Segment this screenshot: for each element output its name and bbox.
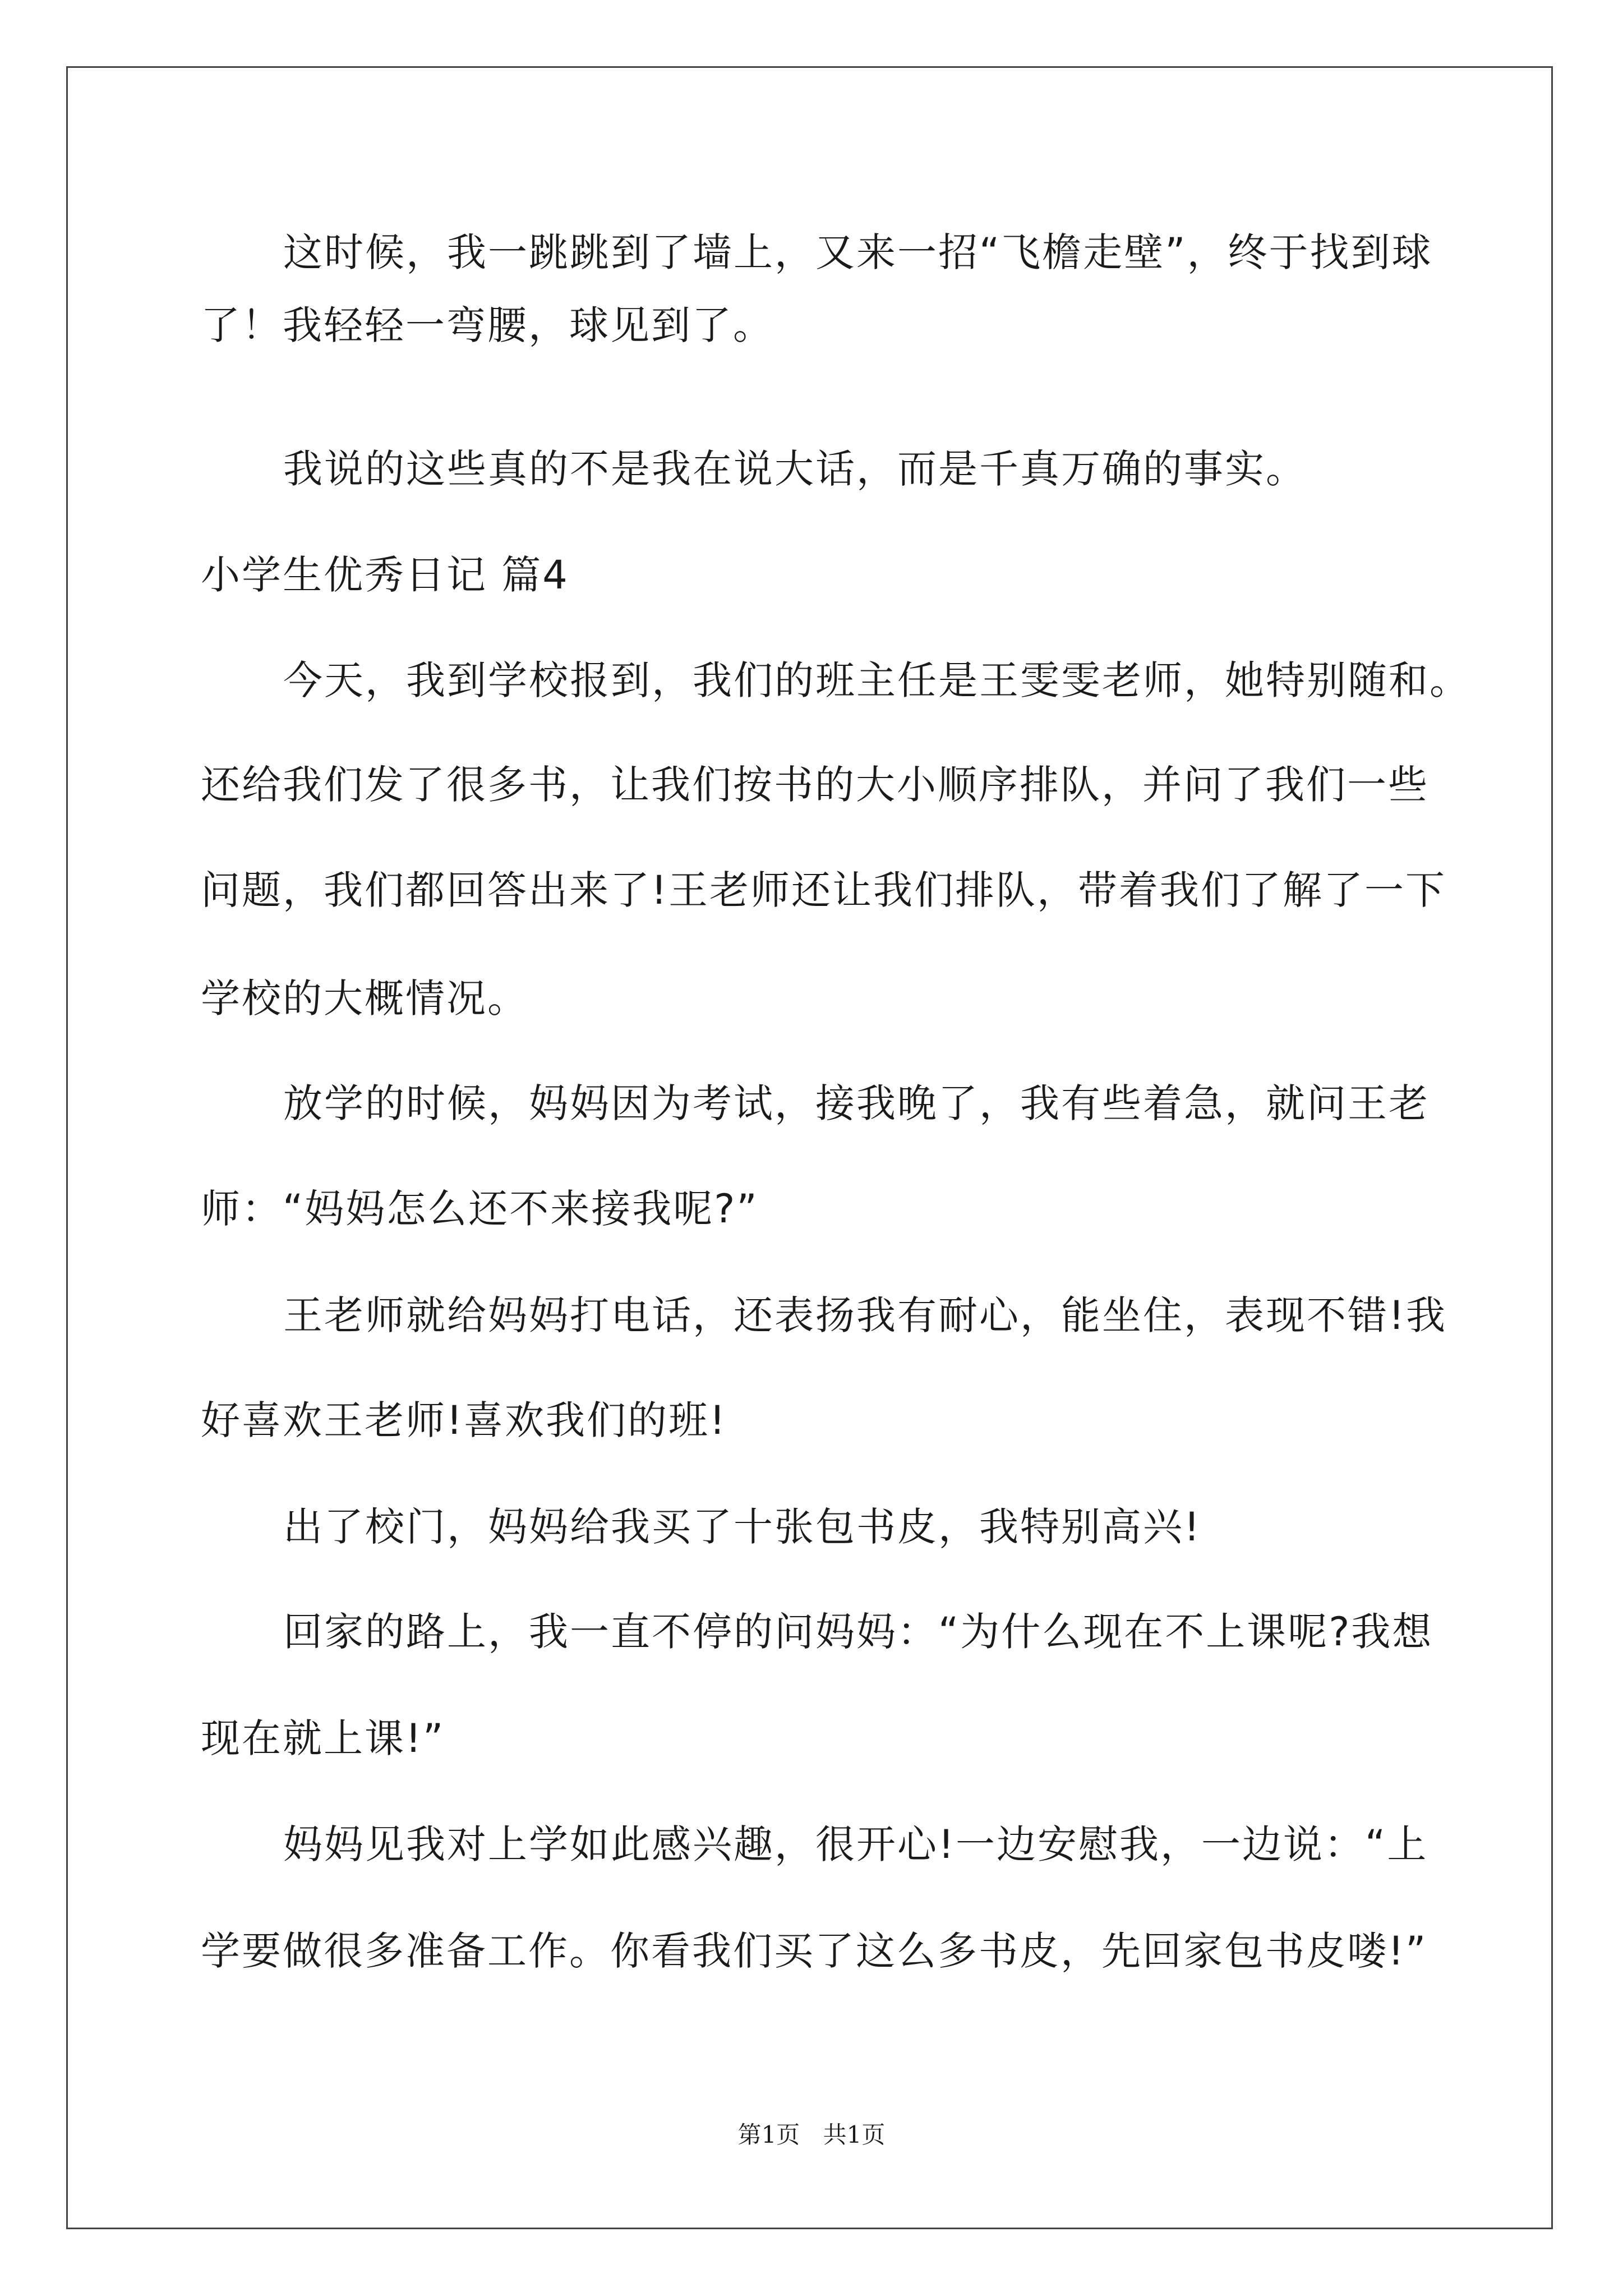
- page-footer: [0, 2116, 1623, 2150]
- paragraph-line: 学校的大概情况。: [201, 976, 528, 1022]
- paragraph-line: 现在就上课!”: [201, 1715, 445, 1761]
- paragraph-line: 出了校门，妈妈给我买了十张包书皮，我特别高兴!: [283, 1504, 1202, 1550]
- paragraph-line: 师：“妈妈怎么还不来接我呢?”: [201, 1186, 759, 1232]
- paragraph-line: 学要做很多准备工作。你看我们买了这么多书皮，先回家包书皮喽!”: [201, 1928, 1428, 1974]
- paragraph-line: 好喜欢王老师!喜欢我们的班!: [201, 1397, 727, 1443]
- paragraph-line: 放学的时候，妈妈因为考试，接我晚了，我有些着急，就问王老: [283, 1080, 1430, 1126]
- paragraph-line: 还给我们发了很多书，让我们按书的大小顺序排队，并问了我们一些: [201, 762, 1429, 808]
- paragraph-line: 回家的路上，我一直不停的问妈妈：“为什么现在不上课呢?我想: [283, 1609, 1433, 1655]
- page-number: 第1页: [737, 2121, 800, 2148]
- page-border: [66, 66, 1553, 2229]
- paragraph-line: 妈妈见我对上学如此感兴趣，很开心!一边安慰我，一边说：“上: [283, 1821, 1428, 1867]
- page-total: 共1页: [823, 2121, 886, 2148]
- paragraph-line: 王老师就给妈妈打电话，还表扬我有耐心，能坐住，表现不错!我: [283, 1292, 1447, 1338]
- paragraph-line: 了！我轻轻一弯腰，球见到了。: [201, 302, 774, 348]
- paragraph-line: 今天，我到学校报到，我们的班主任是王雯雯老师，她特别随和。: [283, 657, 1470, 703]
- section-heading: 小学生优秀日记 篇4: [201, 552, 569, 598]
- paragraph-line: 我说的这些真的不是我在说大话，而是千真万确的事实。: [283, 446, 1307, 492]
- paragraph-line: 这时候，我一跳跳到了墙上，又来一招“飞檐走壁”，终于找到球: [283, 229, 1433, 275]
- paragraph-line: 问题，我们都回答出来了!王老师还让我们排队，带着我们了解了一下: [201, 867, 1447, 913]
